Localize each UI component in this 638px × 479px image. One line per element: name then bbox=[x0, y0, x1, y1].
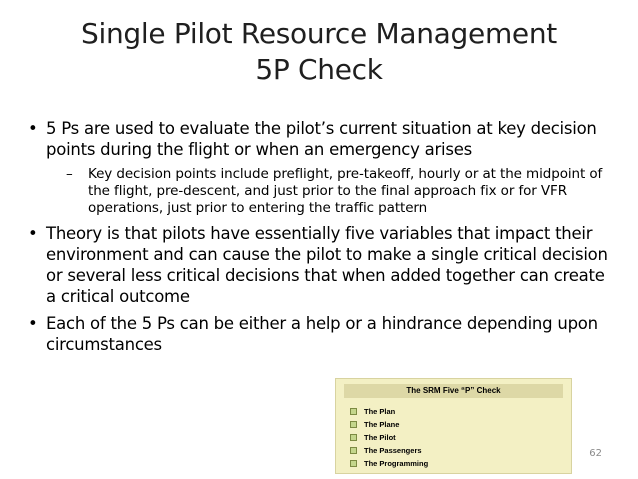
slide-title bbox=[0, 16, 638, 88]
figure-item-label: The Passengers bbox=[364, 446, 422, 455]
figure-list-item bbox=[350, 405, 428, 418]
bullet-icon: • bbox=[28, 224, 38, 243]
bullet-list bbox=[28, 118, 608, 355]
srm-five-p-check-figure bbox=[335, 378, 572, 474]
figure-item-label: The Programming bbox=[364, 459, 429, 468]
figure-list-item bbox=[350, 444, 428, 457]
dash-icon: – bbox=[66, 166, 73, 182]
bullet-item bbox=[28, 313, 608, 355]
page-number: 62 bbox=[589, 448, 602, 459]
figure-item-label: The Plan bbox=[364, 407, 396, 416]
bullet-text: Theory is that pilots have essentially five variables that impact their environment and can cause the pilot to make a single critical decision or several less critical decisions that when added together can create a critical outcome bbox=[46, 224, 608, 306]
title-line-2: 5P Check bbox=[255, 53, 383, 86]
checkbox-icon bbox=[350, 421, 357, 428]
checkbox-icon bbox=[350, 447, 357, 454]
checkbox-icon bbox=[350, 408, 357, 415]
bullet-item bbox=[28, 118, 608, 160]
figure-list-item bbox=[350, 418, 428, 431]
figure-list-item bbox=[350, 431, 428, 444]
bullet-text: 5 Ps are used to evaluate the pilot’s current situation at key decision points during the flight or when an emergency arises bbox=[46, 119, 597, 159]
sub-bullet-item bbox=[28, 166, 608, 217]
figure-item-label: The Plane bbox=[364, 420, 400, 429]
bullet-icon: • bbox=[28, 314, 38, 333]
figure-list bbox=[350, 405, 428, 470]
bullet-icon: • bbox=[28, 119, 38, 138]
bullet-text: Each of the 5 Ps can be either a help or a hindrance depending upon circumstances bbox=[46, 314, 598, 354]
sub-bullet-text: Key decision points include preflight, pre-takeoff, hourly or at the midpoint of the flight, pre-descent, and just prior to the final approach fix or for VFR operations, just prior to entering the traffic pattern bbox=[88, 166, 603, 216]
bullet-item bbox=[28, 223, 608, 307]
figure-heading: The SRM Five “P” Check bbox=[344, 384, 563, 398]
checkbox-icon bbox=[350, 460, 357, 467]
figure-item-label: The Pilot bbox=[364, 433, 396, 442]
title-line-1: Single Pilot Resource Management bbox=[81, 17, 557, 50]
checkbox-icon bbox=[350, 434, 357, 441]
figure-list-item bbox=[350, 457, 428, 470]
